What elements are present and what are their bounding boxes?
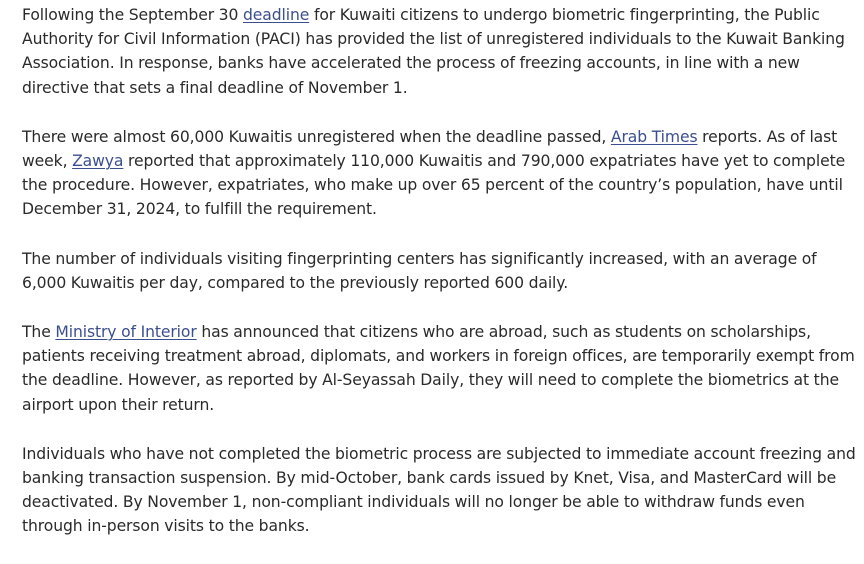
paragraph-center-visits <box>22 247 864 295</box>
paragraph-deadline <box>22 3 864 100</box>
text-segment: reports. As of last week, <box>22 127 838 171</box>
article-body <box>22 3 864 564</box>
paragraph-unregistered-counts <box>22 125 864 222</box>
paragraph-consequences <box>22 442 864 539</box>
arab-times-link[interactable]: Arab Times <box>610 127 698 146</box>
text-segment: The <box>22 323 56 342</box>
deadline-link[interactable]: deadline <box>242 6 310 24</box>
text-segment: reported that approximately 110,000 Kuwaitis and 790,000 expatriates have yet to complete the procedure. However, expatriates, who make up over 65 percent of the country’s population, have until December 31, 2024, to fulfill the requirement. <box>22 152 846 219</box>
paragraph-exemptions <box>22 320 864 417</box>
text-segment: Following the September 30 <box>22 6 243 24</box>
text-segment: for Kuwaiti citizens to undergo biometric fingerprinting, the Public Authority for Civil Information (PACI) has provided the list of unregistered individuals to the Kuwait Banking Association. In response, banks have accelerated the process of freezing accounts, in line with a new directive that sets a final deadline of November 1. <box>22 6 845 97</box>
zawya-link[interactable]: Zawya <box>72 152 124 171</box>
text-segment: There were almost 60,000 Kuwaitis unregistered when the deadline passed, <box>22 127 611 146</box>
text-segment: Individuals who have not completed the biometric process are subjected to immediate account freezing and banking transaction suspension. By mid-October, bank cards issued by Knet, Visa, and MasterCard will be deactivated. By November 1, non-compliant individuals will no longer be able to withdraw funds even through in-person visits to the banks. <box>22 444 856 536</box>
text-segment: The number of individuals visiting fingerprinting centers has significantly increased, with an average of 6,000 Kuwaitis per day, compared to the previously reported 600 daily. <box>22 249 817 292</box>
ministry-of-interior-link[interactable]: Ministry of Interior <box>55 323 197 342</box>
text-segment: has announced that citizens who are abroad, such as students on scholarships, patients receiving treatment abroad, diplomats, and workers in foreign offices, are temporarily exempt from the deadline. However, as reported by Al-Seyassah Daily, they will need to complete the biometrics at the airport upon their return. <box>22 323 855 414</box>
